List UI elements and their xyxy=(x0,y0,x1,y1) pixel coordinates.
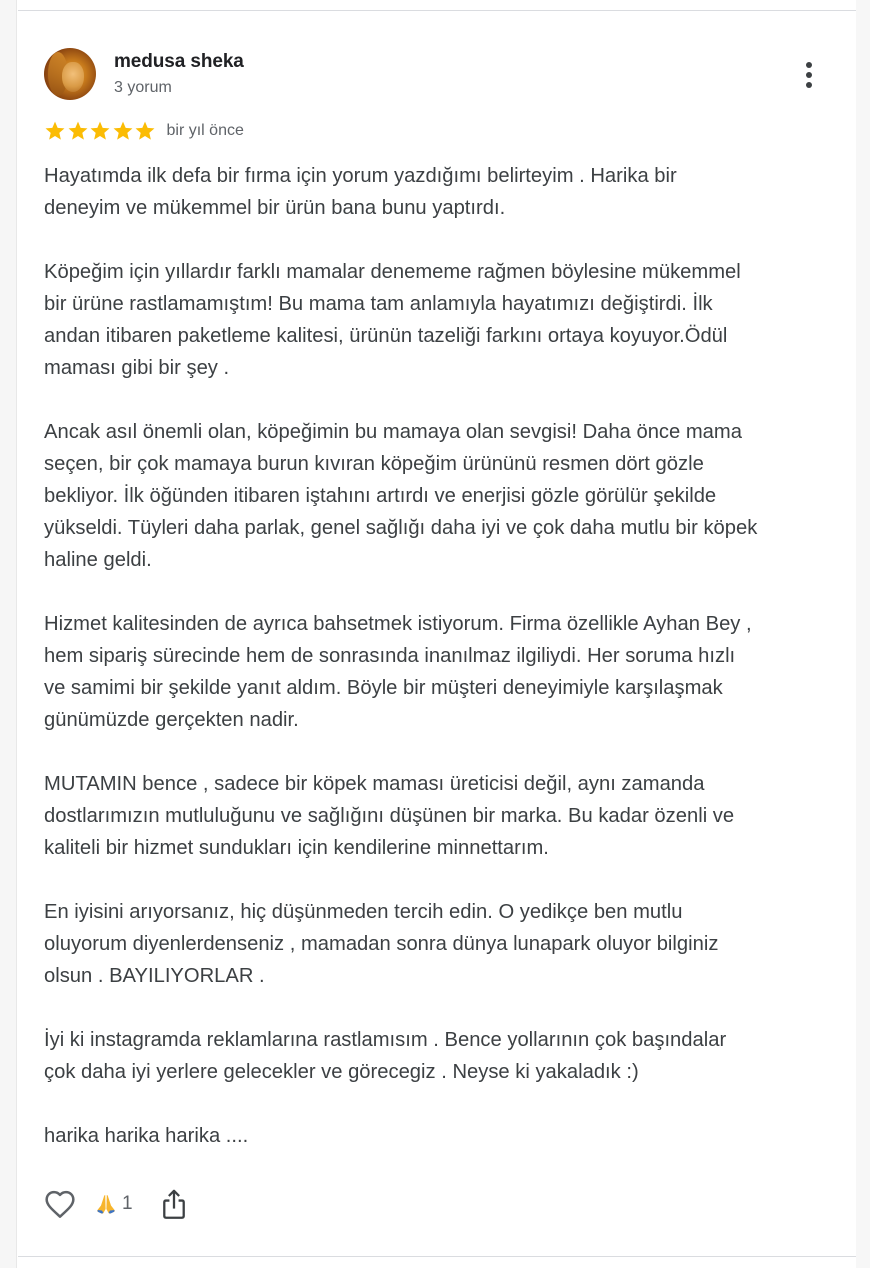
review-paragraph: harika harika harika .... xyxy=(44,1125,249,1147)
reaction-button[interactable] xyxy=(94,1193,133,1215)
scrollbar-track[interactable] xyxy=(856,0,870,1268)
divider-bottom xyxy=(18,1256,856,1257)
author-review-count: 3 yorum xyxy=(114,79,172,96)
review-date: bir yıl önce xyxy=(166,122,244,139)
more-vert-icon-dot xyxy=(806,72,812,78)
more-options-button[interactable] xyxy=(796,58,822,92)
review-actions xyxy=(44,1184,189,1224)
reaction-count: 1 xyxy=(122,1193,133,1214)
share-icon xyxy=(161,1188,187,1220)
review-paragraph: Köpeğim için yıllardır farklı mamalar denememe rağmen böylesine mükemmel bir ürüne rastlamamıştım! Bu mama tam anlamıyla hayatımızı değiştirdi. İlk andan itibaren paketleme kalitesi, ürünün tazeliği farkını ortaya koyuyor.Ödül maması gibi bir şey . xyxy=(44,261,741,379)
avatar-face xyxy=(62,62,84,92)
folded-hands-emoji xyxy=(94,1193,118,1215)
share-button[interactable] xyxy=(159,1188,189,1220)
more-vert-icon xyxy=(806,62,812,68)
author-name[interactable]: medusa sheka xyxy=(114,51,244,72)
review-paragraph: En iyisini arıyorsanız, hiç düşünmeden tercih edin. O yedikçe ben mutlu oluyorum diyenlerdenseniz , mamadan sonra dünya lunapark oluyor bilginiz olsun . BAYILIYORLAR . xyxy=(44,901,719,987)
avatar[interactable] xyxy=(44,48,96,100)
heart-outline-icon xyxy=(44,1189,76,1219)
review-paragraph: Hizmet kalitesinden de ayrıca bahsetmek istiyorum. Firma özellikle Ayhan Bey , hem sipariş sürecinde hem de sonrasında inanılmaz ilgiliydi. Her soruma hızlı ve samimi bir şekilde yanıt aldım. Böyle bir müşteri deneyimiyle karşılaşmak günümüzde gerçekten nadir. xyxy=(44,613,752,731)
review-paragraph: İyi ki instagramda reklamlarına rastlamısım . Bence yollarının çok başındalar çok daha iyi yerlere gelecekler ve görecegiz . Neyse ki yakaladık :) xyxy=(44,1029,727,1083)
divider-top xyxy=(18,10,856,11)
more-vert-icon-dot xyxy=(806,82,812,88)
star-icon xyxy=(44,120,66,142)
rating-row xyxy=(44,118,244,144)
review-text xyxy=(44,160,834,1184)
review-paragraph: MUTAMIN bence , sadece bir köpek maması üreticisi değil, aynı zamanda dostlarımızın mutluluğunu ve sağlığını düşünen bir marka. Bu kadar özenli ve kaliteli bir hizmet sundukları için kendilerine minnettarım. xyxy=(44,773,735,859)
star-rating xyxy=(44,120,157,142)
star-icon xyxy=(89,120,111,142)
star-icon xyxy=(67,120,89,142)
review-paragraph: Ancak asıl önemli olan, köpeğimin bu mamaya olan sevgisi! Daha önce mama seçen, bir çok mamaya burun kıvıran köpeğim ürününü resmen dört gözle bekliyor. İlk öğünden itibaren iştahını artırdı ve enerjisi gözle görülür şekilde yükseldi. Tüyleri daha parlak, genel sağlığı daha iyi ve çok daha mutlu bir köpek haline geldi. xyxy=(44,421,758,571)
left-gutter xyxy=(0,0,17,1268)
review-header xyxy=(44,48,834,104)
star-icon xyxy=(134,120,156,142)
like-button[interactable] xyxy=(44,1188,76,1220)
star-icon xyxy=(112,120,134,142)
review-paragraph: Hayatımda ilk defa bir fırma için yorum yazdığımı belirteyim . Harika bir deneyim ve mükemmel bir ürün bana bunu yaptırdı. xyxy=(44,165,677,219)
